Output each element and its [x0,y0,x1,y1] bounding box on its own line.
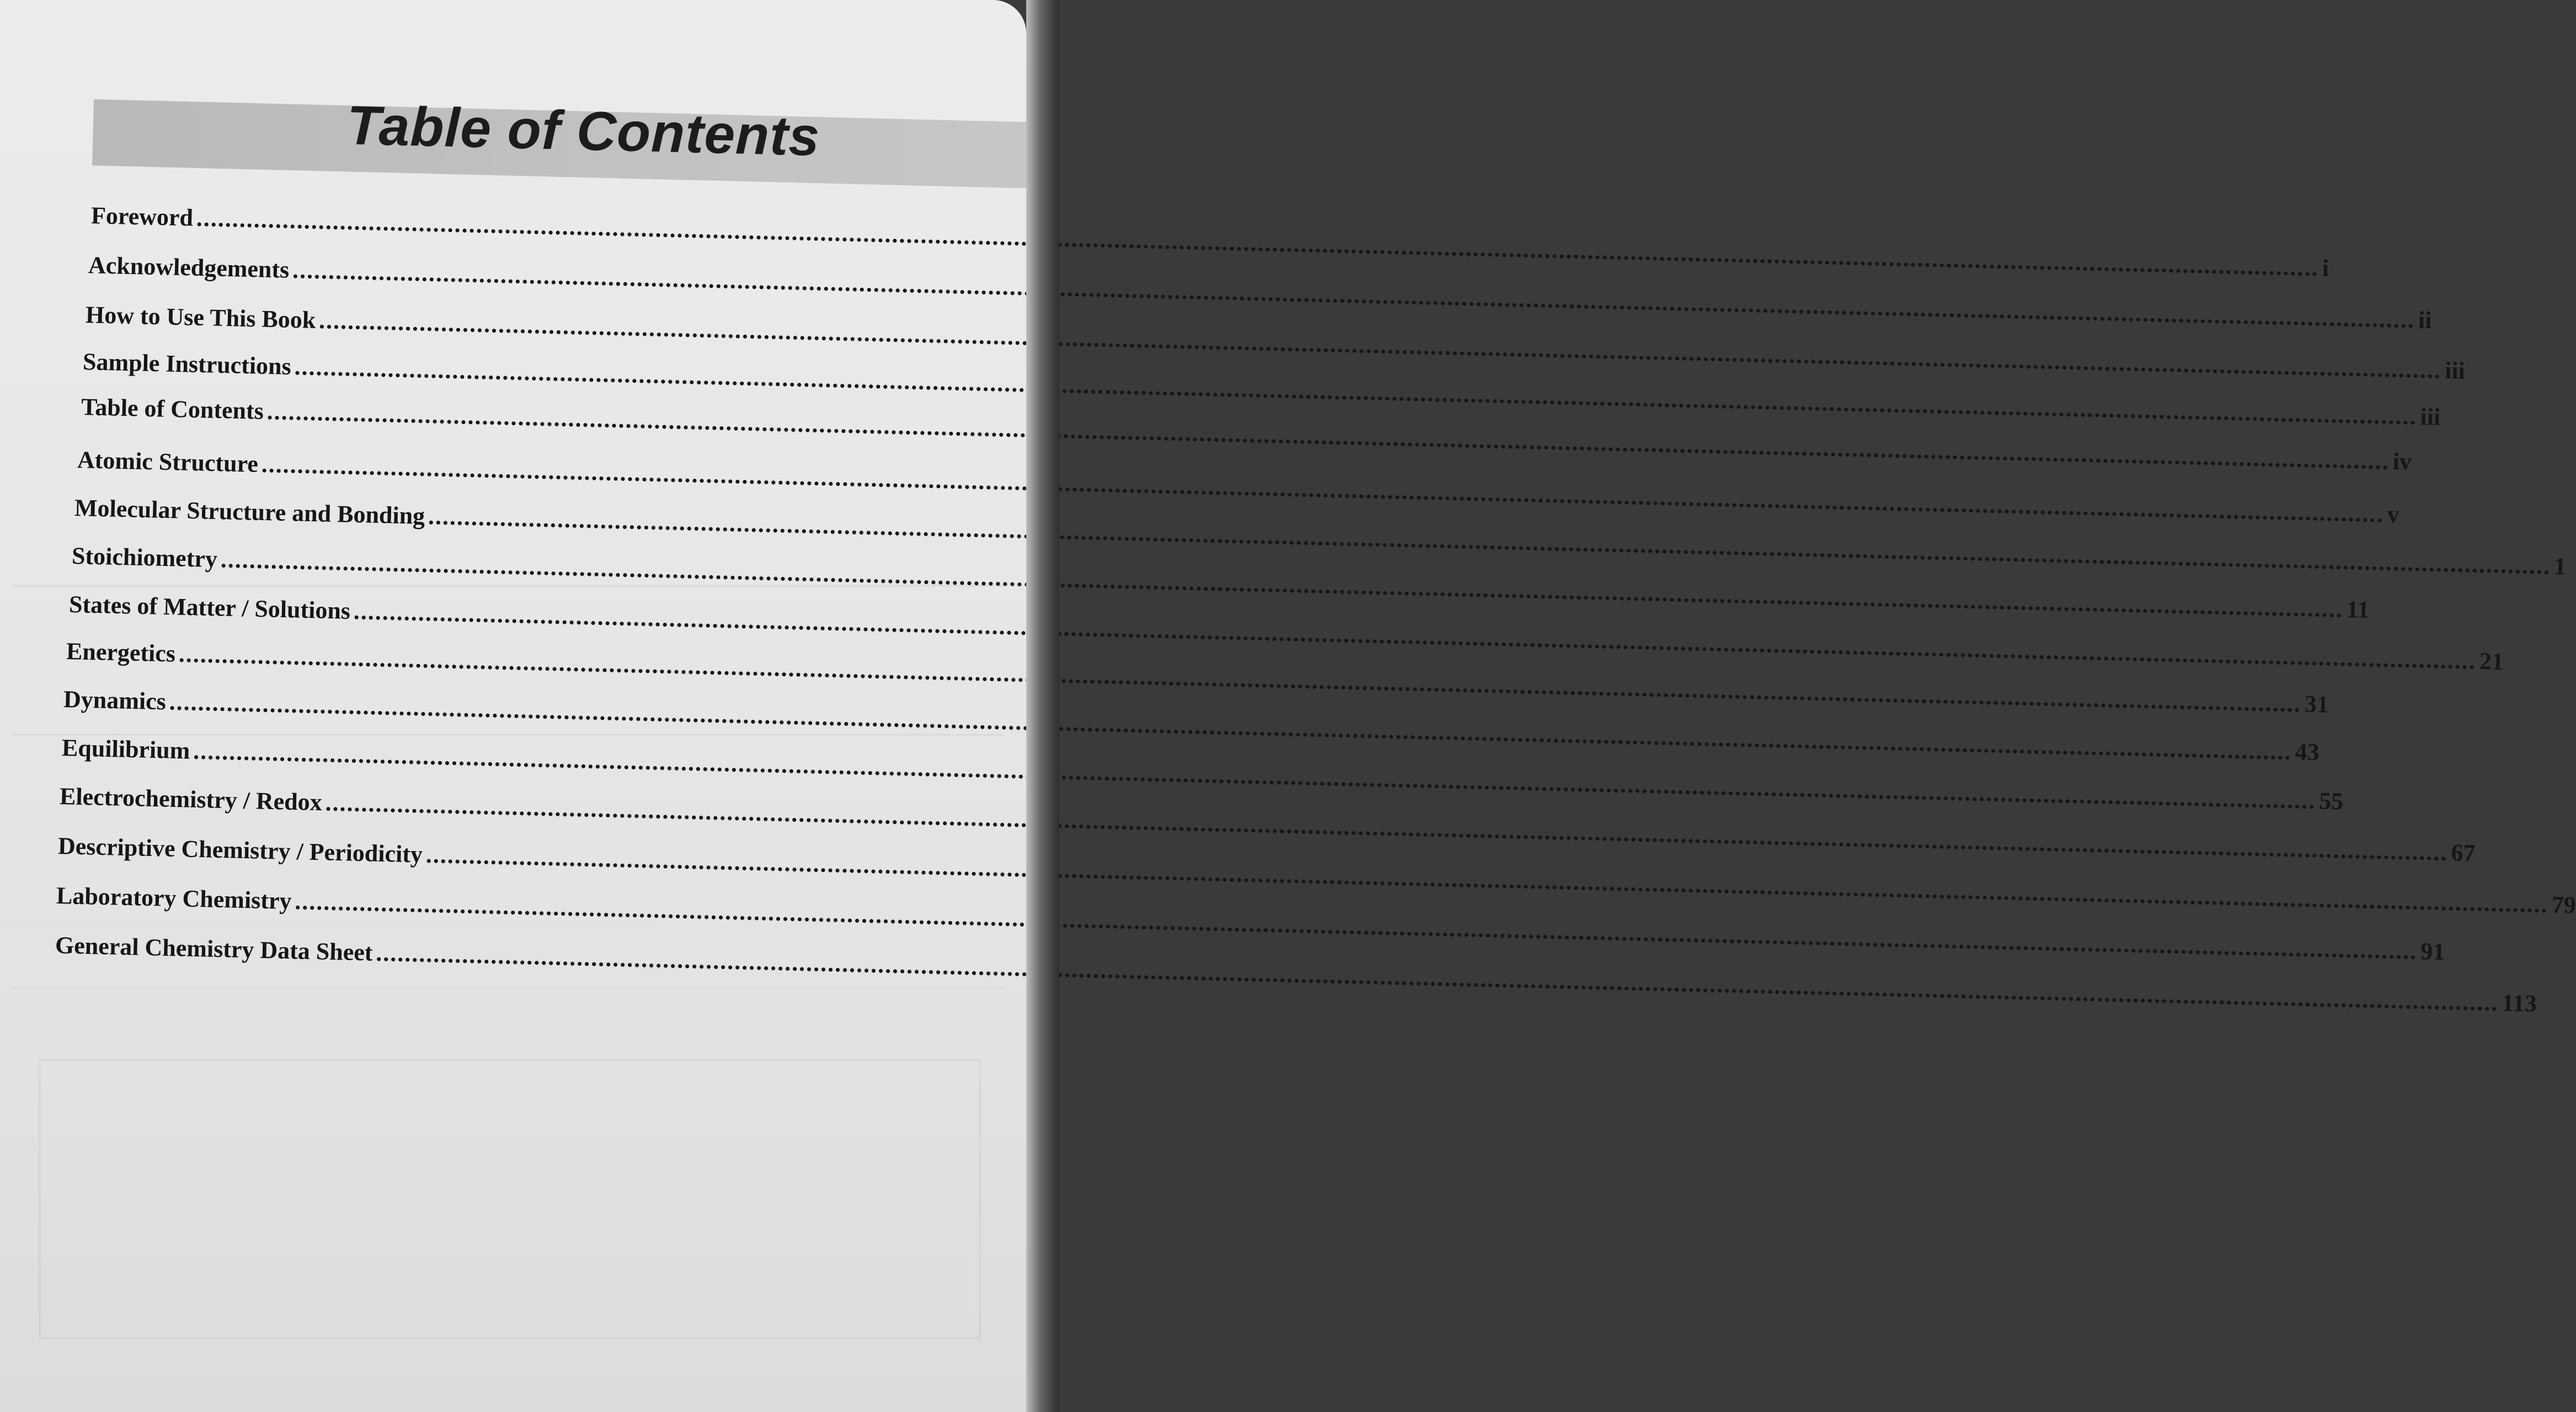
toc-entry-page: 21 [2479,647,2504,675]
toc-entry-page: i [2322,254,2329,282]
toc-entry-title: Table of Contents [81,393,264,425]
toc-entry-page: ii [2418,306,2433,334]
toc-entry-page: iii [2420,403,2441,431]
toc-entry-page: iii [2444,356,2466,384]
toc-entry-page: 31 [2304,690,2329,718]
toc-entry-page: 43 [2295,738,2320,766]
page-edge-shadow [1026,0,1059,1412]
toc-entry-title: States of Matter / Solutions [68,591,351,625]
toc-entry-page: iv [2392,447,2412,475]
toc-entry-page: 113 [2501,989,2537,1017]
toc-entry-title: General Chemistry Data Sheet [55,932,374,966]
toc-entry-page: 11 [2346,596,2370,624]
toc-entry-title: Foreword [90,202,194,232]
toc-entry-title: Electrochemistry / Redox [59,783,323,816]
toc-entry-title: Acknowledgements [88,252,290,284]
toc-entry-title: Descriptive Chemistry / Periodicity [57,832,423,868]
toc-entry-title: Atomic Structure [77,446,259,478]
toc-entry-page: 91 [2420,937,2445,966]
toc-entry-title: Laboratory Chemistry [56,882,292,915]
toc-entry-page: 55 [2318,787,2344,815]
toc-entry-title: Sample Instructions [82,348,292,380]
toc-entry-title: Equilibrium [61,734,190,764]
toc-entry-title: Dynamics [63,686,167,715]
toc-entry-page: 67 [2451,839,2476,867]
toc-entry-title: How to Use This Book [85,301,316,334]
bleed-box [39,1059,981,1339]
toc-entry-title: Stoichiometry [71,542,218,573]
toc-entry-page: v [2387,500,2400,528]
toc-entry-page: 1 [2553,552,2567,580]
toc-entry-page: 79 [2551,891,2576,919]
toc-entry-title: Energetics [66,638,176,667]
page-title: Table of Contents [346,94,821,168]
toc-entry-title: Molecular Structure and Bonding [74,494,425,530]
